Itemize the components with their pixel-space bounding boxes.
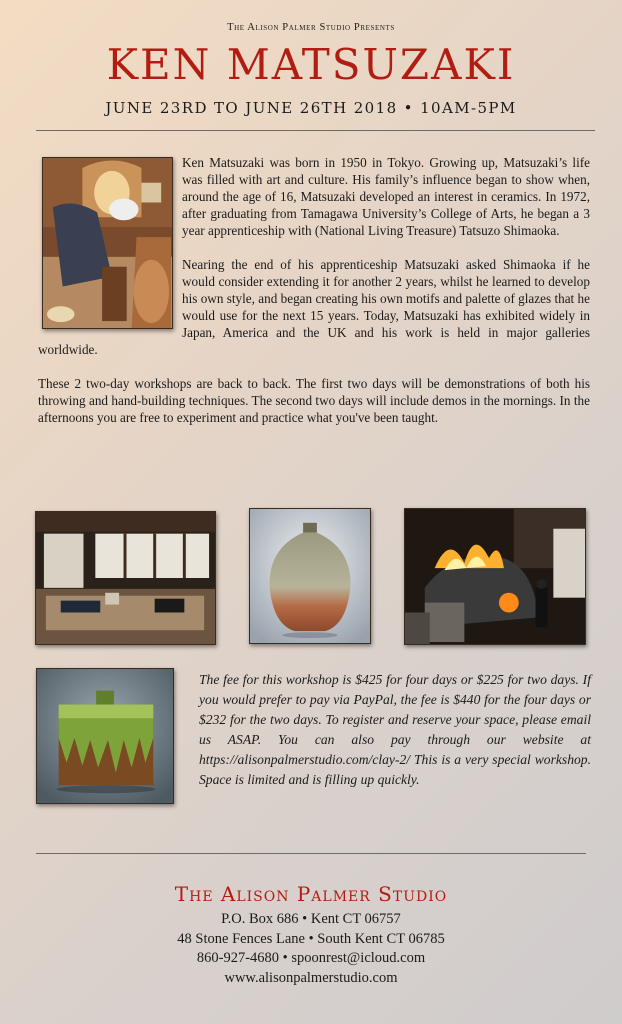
bottom-divider (36, 853, 586, 854)
studio-name: The Alison Palmer Studio (174, 882, 448, 906)
studio-interior-photo (35, 511, 216, 645)
bio-paragraph-2: Nearing the end of his apprenticeship Matsuzaki asked Shimaoka if he would consider extending it for another 2 years, whilst he learned to develop his own style, and began creating his own motifs and palette of glazes that he would use for the next 15 years. Today, Matsuzaki has exhibited widely in Japan, America and the UK and his work is held in major galleries worldwide. (38, 257, 590, 357)
bio-paragraph-3: These 2 two-day workshops are back to back. The first two days will be demonstrations of both his throwing and hand-building techniques. The second two days will include demos in the mornings. In the afternoons you are free to experiment and practice what you've been taught. (38, 376, 590, 425)
ceramic-vase-photo (249, 508, 371, 644)
artist-title: KEN MATSUZAKI (106, 40, 516, 89)
green-ceramic-photo (36, 668, 174, 804)
contact-block (0, 910, 622, 988)
website-link[interactable]: www.alisonpalmerstudio.com (224, 969, 398, 986)
kiln-firing-photo (404, 508, 586, 645)
photo-spacer (38, 154, 182, 328)
top-divider (36, 130, 595, 131)
address-line-1: P.O. Box 686 • Kent CT 06757 (221, 911, 401, 927)
address-line-2: 48 Stone Fences Lane • South Kent CT 06785 (177, 930, 445, 947)
event-dates: JUNE 23RD TO JUNE 26TH 2018 • 10AM-5PM (105, 99, 517, 117)
bio-section (38, 154, 590, 443)
workshop-fee-text: The fee for this workshop is $425 for four days or $225 for two days. If you would prefer to pay via PayPal, the fee is $440 for the four days or $232 for the two days. To register and reserve your space, please email us ASAP. You can also pay through our website at https://alisonpalmerstudio.com/clay-2/ This is a very special workshop. Space is limited and is filling up quickly. (199, 672, 591, 787)
presents-line: The Alison Palmer Studio Presents (227, 22, 395, 33)
bio-paragraph-1: Ken Matsuzaki was born in 1950 in Tokyo. Growing up, Matsuzaki’s life was filled with art and culture. His family’s influence began to show when, around the age of 16, Matsuzaki developed an interest in ceramics. In 1972, after graduating from Tamagawa University’s College of Arts, he began a 3 year apprenticeship with (National Living Treasure) Tatsuzo Shimaoka. (182, 155, 590, 238)
phone-email-line: 860-927-4680 • spoonrest@icloud.com (196, 950, 426, 966)
